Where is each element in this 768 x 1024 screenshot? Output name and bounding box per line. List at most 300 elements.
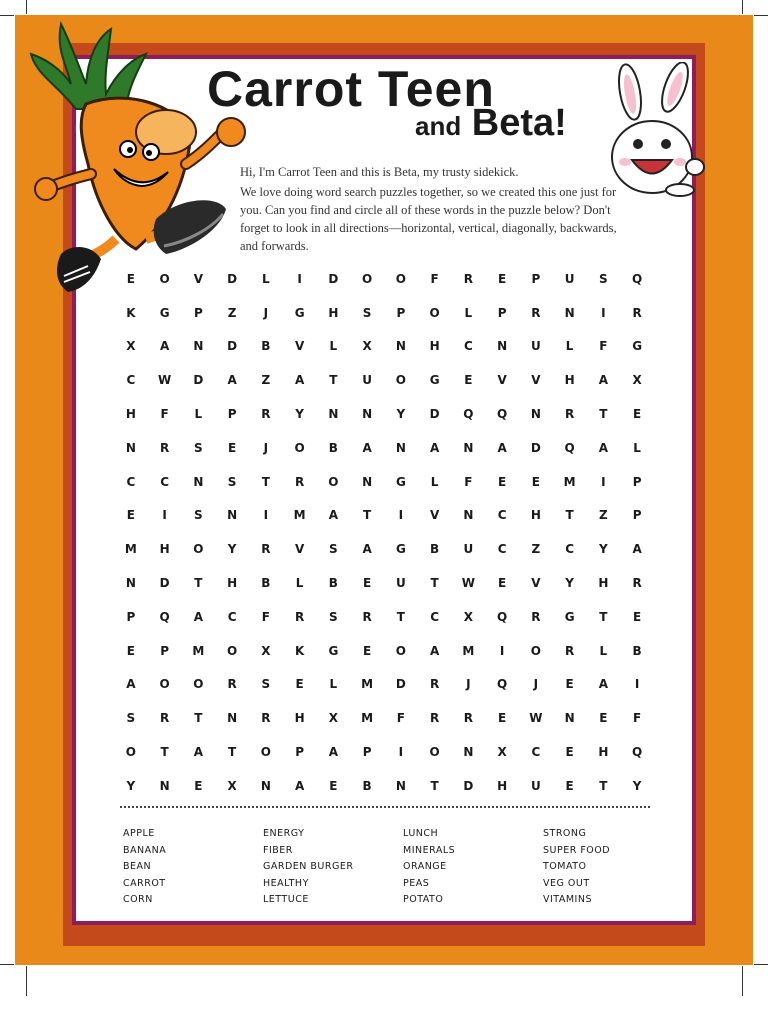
grid-letter[interactable]: E [464, 373, 473, 388]
grid-letter[interactable]: U [463, 542, 474, 557]
word-list-column [123, 826, 263, 909]
grid-letter[interactable]: E [565, 677, 574, 692]
grid-letter[interactable]: L [262, 271, 270, 286]
grid-letter[interactable]: H [530, 508, 541, 523]
grid-letter[interactable]: N [193, 474, 204, 489]
grid-letter[interactable]: A [193, 609, 204, 624]
grid-letter[interactable]: C [497, 542, 507, 557]
grid-letter[interactable]: D [328, 271, 339, 286]
grid-letter[interactable]: I [398, 508, 404, 523]
grid-letter[interactable]: A [362, 440, 372, 455]
grid-letter[interactable]: I [634, 677, 640, 692]
grid-letter[interactable]: R [261, 407, 271, 422]
grid-letter[interactable]: U [564, 271, 575, 286]
grid-letter[interactable]: G [395, 474, 406, 489]
grid-letter[interactable]: O [395, 643, 406, 658]
grid-letter[interactable]: N [463, 440, 474, 455]
grid-letter[interactable]: R [531, 609, 541, 624]
grid-letter[interactable]: Y [396, 407, 406, 422]
grid-row [114, 330, 654, 364]
grid-letter[interactable]: O [159, 677, 170, 692]
grid-letter[interactable]: S [362, 305, 372, 320]
grid-letter[interactable]: A [362, 542, 372, 557]
grid-letter[interactable]: X [632, 373, 642, 388]
grid-letter[interactable]: A [497, 440, 507, 455]
grid-letter[interactable]: P [497, 305, 507, 320]
grid-letter[interactable]: I [601, 305, 606, 320]
grid-letter[interactable]: T [363, 508, 372, 523]
grid-letter[interactable]: Y [295, 407, 304, 422]
grid-letter[interactable]: Y [227, 542, 237, 557]
grid-letter[interactable]: L [329, 677, 338, 692]
grid-letter[interactable]: T [430, 778, 439, 793]
grid-letter[interactable]: H [598, 745, 609, 760]
grid-row [114, 397, 654, 431]
grid-letter[interactable]: O [362, 271, 373, 286]
grid-letter[interactable]: S [194, 440, 203, 455]
grid-letter[interactable]: A [429, 643, 440, 658]
grid-letter[interactable]: I [263, 508, 269, 523]
grid-letter[interactable]: O [395, 271, 406, 286]
grid-letter[interactable]: P [632, 474, 642, 489]
grid-letter[interactable]: R [632, 576, 642, 591]
grid-letter[interactable]: G [328, 643, 339, 658]
grid-letter[interactable]: P [396, 305, 406, 320]
word-list-item: VEG OUT [543, 877, 590, 889]
grid-letter[interactable]: Q [497, 407, 508, 422]
grid-letter[interactable]: N [463, 745, 474, 760]
grid-letter[interactable]: N [463, 508, 474, 523]
grid-letter[interactable]: Q [497, 609, 508, 624]
carrot-teen-illustration [16, 14, 266, 304]
grid-letter[interactable]: P [126, 609, 136, 624]
grid-letter[interactable]: J [466, 677, 471, 692]
grid-letter[interactable]: X [463, 609, 473, 624]
grid-letter[interactable]: D [227, 271, 238, 286]
grid-letter[interactable]: O [429, 745, 440, 760]
grid-letter[interactable]: T [329, 373, 338, 388]
grid-letter[interactable]: M [361, 677, 374, 692]
grid-letter[interactable]: R [362, 609, 372, 624]
grid-letter[interactable]: C [531, 745, 541, 760]
grid-letter[interactable]: A [328, 745, 339, 760]
grid-letter[interactable]: A [126, 677, 136, 692]
grid-row [114, 769, 654, 803]
grid-letter[interactable]: H [159, 542, 170, 557]
grid-letter[interactable]: Y [126, 778, 136, 793]
intro-line-1: Hi, I'm Carrot Teen and this is Beta, my trusty sidekick. [240, 165, 519, 179]
grid-letter[interactable]: G [395, 542, 406, 557]
word-list-item: ENERGY [263, 828, 305, 839]
grid-letter[interactable]: N [328, 407, 339, 422]
grid-letter[interactable]: F [430, 271, 439, 286]
grid-letter[interactable]: R [295, 474, 305, 489]
word-list-item: SUPER FOOD [543, 844, 611, 856]
grid-letter[interactable]: G [632, 339, 643, 354]
grid-row [114, 566, 654, 600]
grid-letter[interactable]: E [329, 778, 338, 793]
grid-letter[interactable]: P [193, 305, 203, 320]
grid-letter[interactable]: Z [227, 305, 237, 320]
grid-letter[interactable]: E [126, 643, 135, 658]
grid-letter[interactable]: N [125, 440, 136, 455]
grid-letter[interactable]: N [159, 778, 170, 793]
grid-letter[interactable]: F [160, 407, 169, 422]
grid-letter[interactable]: T [599, 407, 608, 422]
grid-letter[interactable]: J [533, 677, 539, 692]
grid-letter[interactable]: P [295, 745, 305, 760]
grid-letter[interactable]: H [294, 711, 305, 726]
grid-letter[interactable]: B [632, 643, 642, 658]
grid-letter[interactable]: V [193, 271, 204, 286]
grid-letter[interactable]: D [395, 677, 406, 692]
grid-letter[interactable]: R [430, 711, 440, 726]
grid-row [114, 262, 654, 296]
grid-letter[interactable]: B [328, 440, 338, 455]
grid-letter[interactable]: R [565, 643, 575, 658]
grid-letter[interactable]: A [598, 373, 609, 388]
grid-letter[interactable]: E [498, 271, 507, 286]
intro-line-2: We love doing word search puzzles together, so we created this one just for you. Can you find and circle all of these words in the puzzle below? Don't forget to look in all directions—horizontal, vertical, diagonally, backwards, and forwards. [240, 185, 617, 253]
grid-letter[interactable]: G [294, 305, 305, 320]
grid-letter[interactable]: W [461, 576, 475, 591]
grid-row [114, 296, 654, 330]
grid-letter[interactable]: C [126, 474, 136, 489]
grid-letter[interactable]: T [430, 576, 439, 591]
grid-letter[interactable]: N [193, 339, 204, 354]
grid-letter[interactable]: Y [599, 542, 608, 557]
grid-letter[interactable]: N [530, 407, 541, 422]
grid-letter[interactable]: B [261, 339, 271, 354]
word-list [123, 826, 683, 909]
crop-mark [754, 964, 768, 965]
grid-letter[interactable]: R [160, 440, 170, 455]
grid-letter[interactable]: I [499, 643, 505, 658]
grid-letter[interactable]: C [497, 508, 507, 523]
grid-letter[interactable]: C [463, 339, 473, 354]
grid-letter[interactable]: N [395, 778, 406, 793]
word-list-item: LUNCH [403, 828, 439, 839]
grid-letter[interactable]: S [329, 542, 338, 557]
grid-letter[interactable]: B [430, 542, 440, 557]
grid-letter[interactable]: E [228, 440, 237, 455]
grid-letter[interactable]: X [261, 643, 271, 658]
grid-letter[interactable]: F [261, 609, 270, 624]
grid-letter[interactable]: E [363, 643, 372, 658]
grid-letter[interactable]: N [564, 711, 575, 726]
grid-row [114, 363, 654, 397]
grid-letter[interactable]: L [464, 305, 473, 320]
grid-row [114, 465, 654, 499]
crop-mark [0, 964, 14, 965]
grid-letter[interactable]: N [125, 576, 136, 591]
grid-letter[interactable]: V [429, 508, 440, 523]
grid-letter[interactable]: N [564, 305, 575, 320]
grid-row [114, 532, 654, 566]
grid-letter[interactable]: S [194, 508, 203, 523]
grid-letter[interactable]: B [362, 778, 372, 793]
grid-letter[interactable]: U [396, 576, 406, 591]
grid-letter[interactable]: P [531, 271, 541, 286]
grid-letter[interactable]: T [565, 508, 574, 523]
grid-letter[interactable]: J [263, 440, 269, 455]
grid-letter[interactable]: H [429, 339, 440, 354]
grid-letter[interactable]: D [159, 576, 170, 591]
grid-letter[interactable]: K [294, 643, 305, 658]
grid-letter[interactable]: E [295, 677, 304, 692]
grid-letter[interactable]: Q [159, 609, 170, 624]
grid-letter[interactable]: S [329, 609, 338, 624]
crop-mark [0, 15, 14, 16]
grid-letter[interactable]: E [633, 407, 642, 422]
grid-letter[interactable]: I [398, 745, 404, 760]
grid-letter[interactable]: E [565, 745, 574, 760]
grid-letter[interactable]: P [160, 643, 170, 658]
grid-letter[interactable]: A [227, 373, 237, 388]
grid-letter[interactable]: E [565, 778, 574, 793]
grid-letter[interactable]: Y [565, 576, 574, 591]
grid-letter[interactable]: K [126, 305, 136, 320]
grid-letter[interactable]: R [531, 305, 541, 320]
grid-letter[interactable]: D [193, 373, 204, 388]
grid-letter[interactable]: T [194, 576, 203, 591]
grid-letter[interactable]: P [632, 508, 642, 523]
grid-letter[interactable]: L [565, 339, 574, 354]
grid-letter[interactable]: C [126, 373, 136, 388]
grid-letter[interactable]: I [601, 474, 606, 489]
grid-letter[interactable]: V [531, 373, 541, 388]
grid-letter[interactable]: X [227, 778, 237, 793]
grid-letter[interactable]: U [531, 339, 541, 354]
grid-letter[interactable]: O [125, 745, 136, 760]
grid-letter[interactable]: L [194, 407, 203, 422]
grid-letter[interactable]: X [126, 339, 136, 354]
grid-letter[interactable]: O [193, 677, 204, 692]
grid-letter[interactable]: H [497, 778, 508, 793]
grid-letter[interactable]: E [531, 474, 540, 489]
grid-letter[interactable]: D [429, 407, 440, 422]
title-and-beta [415, 102, 567, 145]
grid-letter[interactable]: E [498, 576, 507, 591]
grid-letter[interactable]: O [429, 305, 440, 320]
grid-letter[interactable]: A [598, 440, 609, 455]
word-list-item: MINERALS [403, 844, 456, 856]
grid-letter[interactable]: T [396, 609, 405, 624]
grid-letter[interactable]: O [260, 745, 271, 760]
grid-letter[interactable]: A [294, 778, 305, 793]
grid-letter[interactable]: R [160, 711, 170, 726]
grid-letter[interactable]: O [395, 373, 406, 388]
grid-letter[interactable]: F [633, 711, 642, 726]
grid-letter[interactable]: A [632, 542, 642, 557]
crop-mark [26, 0, 27, 14]
grid-letter[interactable]: Y [632, 778, 642, 793]
grid-letter[interactable]: X [497, 745, 507, 760]
grid-letter[interactable]: T [194, 711, 203, 726]
grid-letter[interactable]: D [530, 440, 541, 455]
grid-letter[interactable]: A [193, 745, 204, 760]
crop-mark [742, 0, 743, 14]
grid-row [114, 431, 654, 465]
grid-letter[interactable]: T [160, 745, 169, 760]
word-list-column [403, 826, 543, 909]
grid-letter[interactable]: L [599, 643, 608, 658]
grid-letter[interactable]: M [563, 474, 576, 489]
grid-letter[interactable]: I [297, 271, 302, 286]
grid-letter[interactable]: F [464, 474, 473, 489]
grid-letter[interactable]: W [529, 711, 543, 726]
grid-letter[interactable]: N [497, 339, 508, 354]
dotted-divider [120, 806, 650, 808]
grid-letter[interactable]: A [159, 339, 170, 354]
grid-letter[interactable]: R [430, 677, 440, 692]
crop-mark [742, 966, 743, 996]
grid-letter[interactable]: J [263, 305, 269, 320]
grid-letter[interactable]: T [228, 745, 237, 760]
grid-letter[interactable]: Q [463, 407, 474, 422]
grid-letter[interactable]: X [362, 339, 372, 354]
grid-letter[interactable]: O [328, 474, 339, 489]
grid-letter[interactable]: P [362, 745, 372, 760]
grid-letter[interactable]: E [498, 711, 507, 726]
word-list-item: BEAN [123, 861, 152, 872]
grid-letter[interactable]: W [158, 373, 172, 388]
grid-letter[interactable]: E [633, 609, 642, 624]
grid-letter[interactable]: C [160, 474, 170, 489]
grid-letter[interactable]: R [295, 609, 305, 624]
title-and: and [415, 111, 462, 141]
grid-row [114, 499, 654, 533]
grid-letter[interactable]: S [126, 711, 136, 726]
grid-letter[interactable]: N [362, 407, 373, 422]
word-list-item: PEAS [403, 877, 430, 889]
grid-letter[interactable]: Z [599, 508, 608, 523]
grid-letter[interactable]: H [328, 305, 339, 320]
grid-letter[interactable]: L [329, 339, 338, 354]
grid-letter[interactable]: Q [564, 440, 575, 455]
grid-letter[interactable]: N [227, 508, 238, 523]
grid-letter[interactable]: S [227, 474, 237, 489]
grid-letter[interactable]: S [599, 271, 608, 286]
grid-letter[interactable]: B [261, 576, 271, 591]
grid-letter[interactable]: R [261, 711, 271, 726]
grid-letter[interactable]: C [565, 542, 575, 557]
grid-letter[interactable]: F [396, 711, 405, 726]
grid-letter[interactable]: N [362, 474, 373, 489]
grid-letter[interactable]: Z [531, 542, 541, 557]
grid-row [114, 600, 654, 634]
grid-letter[interactable]: O [294, 440, 305, 455]
grid-letter[interactable]: T [261, 474, 270, 489]
grid-letter[interactable]: V [497, 373, 507, 388]
grid-letter[interactable]: G [564, 609, 575, 624]
title-beta: Beta! [471, 102, 567, 144]
grid-letter[interactable]: U [531, 778, 541, 793]
grid-letter[interactable]: V [531, 576, 541, 591]
grid-letter[interactable]: M [124, 542, 137, 557]
grid-letter[interactable]: C [227, 609, 237, 624]
grid-letter[interactable]: G [159, 305, 170, 320]
word-list-item: POTATO [403, 894, 444, 905]
grid-letter[interactable]: T [599, 609, 608, 624]
grid-letter[interactable]: N [260, 778, 271, 793]
grid-letter[interactable]: R [565, 407, 575, 422]
grid-letter[interactable]: A [328, 508, 339, 523]
grid-letter[interactable]: N [395, 339, 406, 354]
grid-letter[interactable]: E [363, 576, 372, 591]
grid-row [114, 701, 654, 735]
grid-letter[interactable]: E [194, 778, 203, 793]
grid-letter[interactable]: S [261, 677, 271, 692]
grid-letter[interactable]: U [362, 373, 372, 388]
grid-letter[interactable]: H [564, 373, 575, 388]
word-list-item: CARROT [123, 877, 166, 889]
grid-letter[interactable]: Q [632, 271, 643, 286]
grid-letter[interactable]: E [599, 711, 608, 726]
grid-letter[interactable]: O [159, 271, 170, 286]
grid-letter[interactable]: Z [261, 373, 271, 388]
grid-letter[interactable]: O [530, 643, 541, 658]
grid-letter[interactable]: N [395, 440, 406, 455]
word-list-item: CORN [123, 894, 153, 905]
grid-letter[interactable]: A [598, 677, 609, 692]
grid-letter[interactable]: R [227, 677, 237, 692]
grid-letter[interactable]: H [125, 407, 136, 422]
word-list-item: HEALTHY [263, 877, 309, 889]
grid-letter[interactable]: A [294, 373, 305, 388]
grid-letter[interactable]: M [293, 508, 306, 523]
grid-letter[interactable]: D [227, 339, 238, 354]
grid-letter[interactable]: M [192, 643, 205, 658]
word-list-item: BANANA [123, 844, 167, 856]
grid-letter[interactable]: P [227, 407, 237, 422]
grid-letter[interactable]: M [361, 711, 374, 726]
grid-letter[interactable]: X [328, 711, 338, 726]
grid-letter[interactable]: I [162, 508, 167, 523]
grid-letter[interactable]: Q [632, 745, 643, 760]
grid-letter[interactable]: T [599, 778, 608, 793]
grid-letter[interactable]: L [295, 576, 304, 591]
grid-letter[interactable]: H [227, 576, 238, 591]
grid-letter[interactable]: L [633, 440, 641, 455]
grid-letter[interactable]: M [462, 643, 475, 658]
grid-letter[interactable]: N [227, 711, 238, 726]
grid-letter[interactable]: F [599, 339, 608, 354]
grid-letter[interactable]: D [463, 778, 474, 793]
grid-letter[interactable]: E [498, 474, 507, 489]
word-list-item: FIBER [263, 844, 293, 856]
grid-letter[interactable]: L [430, 474, 439, 489]
grid-letter[interactable]: V [294, 339, 305, 354]
grid-letter[interactable]: V [294, 542, 305, 557]
crop-mark [26, 966, 27, 996]
grid-letter[interactable]: G [429, 373, 440, 388]
grid-letter[interactable]: R [632, 305, 642, 320]
grid-letter[interactable]: E [126, 271, 135, 286]
grid-letter[interactable]: H [598, 576, 609, 591]
grid-letter[interactable]: O [193, 542, 204, 557]
grid-letter[interactable]: O [227, 643, 238, 658]
grid-letter[interactable]: E [126, 508, 135, 523]
grid-letter[interactable]: R [261, 542, 271, 557]
grid-letter[interactable]: R [463, 711, 473, 726]
word-list-item: APPLE [123, 828, 155, 839]
grid-letter[interactable]: A [429, 440, 440, 455]
grid-letter[interactable]: R [463, 271, 473, 286]
grid-letter[interactable]: C [430, 609, 440, 624]
grid-letter[interactable]: Q [497, 677, 508, 692]
grid-letter[interactable]: B [328, 576, 338, 591]
